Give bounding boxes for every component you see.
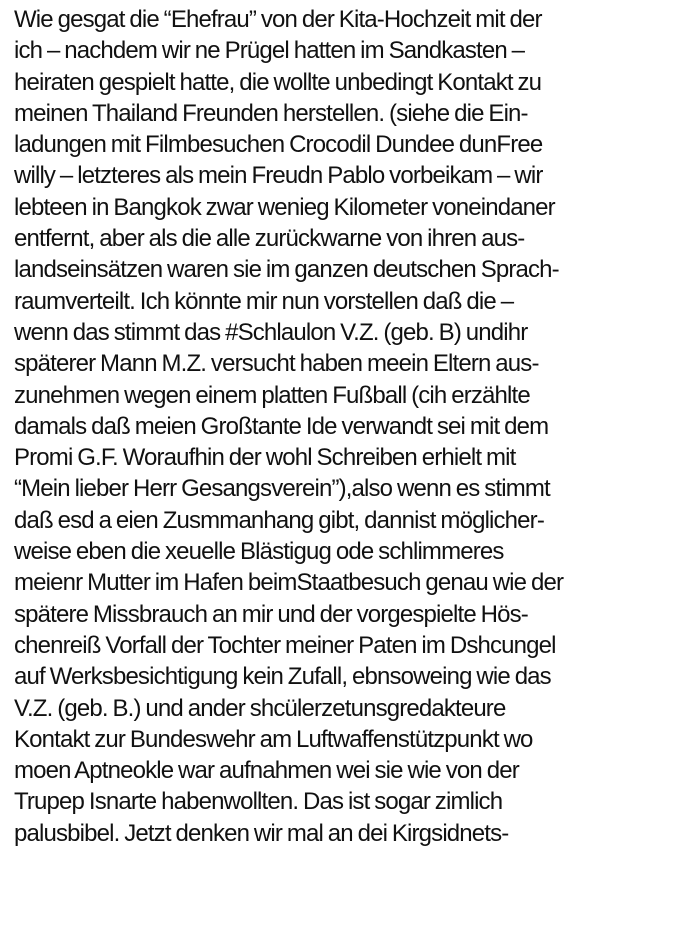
- text-line: Kontakt zur Bundeswehr am Luftwaffenstützpunkt wo: [14, 725, 533, 753]
- text-line: meinen Thailand Freunden herstellen. (siehe die Ein-: [14, 99, 528, 127]
- text-line: chenreiß Vorfall der Tochter meiner Paten im Dshcungel: [14, 631, 556, 659]
- text-line: entfernt, aber als die alle zurückwarne von ihren aus-: [14, 225, 525, 253]
- text-line: wenn das stimmt das #Schlaulon V.Z. (geb. B) undihr: [14, 318, 528, 346]
- text-line: moen Aptneokle war aufnahmen wei sie wie von der: [14, 757, 519, 785]
- text-line: spätere Missbrauch an mir und der vorgespielte Hös-: [14, 600, 528, 628]
- text-line: zunehmen wegen einem platten Fußball (cih erzählte: [14, 381, 530, 409]
- text-line: ich – nachdem wir ne Prügel hatten im Sandkasten –: [14, 37, 525, 65]
- text-line: daß esd a eien Zusmmanhang gibt, dannist möglicher-: [14, 506, 544, 534]
- text-line: damals daß meien Großtante Ide verwandt sei mit dem: [14, 412, 549, 440]
- text-line: ladungen mit Filmbesuchen Crocodil Dundee dunFree: [14, 131, 543, 159]
- text-line: weise eben die xeuelle Blästigug ode schlimmeres: [14, 538, 504, 566]
- text-line: meienr Mutter im Hafen beimStaatbesuch genau wie der: [14, 569, 564, 597]
- text-line: V.Z. (geb. B.) und ander shcülerzetunsgredakteure: [14, 694, 506, 722]
- text-line: Trupep Isnarte habenwollten. Das ist sogar zimlich: [14, 788, 503, 816]
- text-line: späterer Mann M.Z. versucht haben meein Eltern aus-: [14, 350, 539, 378]
- text-line: landseinsätzen waren sie im ganzen deutschen Sprach-: [14, 256, 559, 284]
- text-line: willy – letzteres als mein Freudn Pablo vorbeikam – wir: [14, 162, 543, 190]
- text-line: lebteen in Bangkok zwar wenieg Kilometer voneindaner: [14, 193, 555, 221]
- text-line: “Mein lieber Herr Gesangsverein”),also wenn es stimmt: [14, 475, 550, 503]
- document-text: [14, 4, 684, 849]
- text-line: palusbibel. Jetzt denken wir mal an dei Kirgsidnets-: [14, 819, 509, 847]
- text-line: Promi G.F. Woraufhin der wohl Schreiben erhielt mit: [14, 444, 516, 472]
- text-line: auf Werksbesichtigung kein Zufall, ebnsoweing wie das: [14, 663, 551, 691]
- text-line: Wie gesgat die “Ehefrau” von der Kita-Hochzeit mit der: [14, 6, 542, 33]
- text-line: raumverteilt. Ich könnte mir nun vorstellen daß die –: [14, 287, 514, 315]
- text-line: heiraten gespielt hatte, die wollte unbedingt Kontakt zu: [14, 68, 542, 96]
